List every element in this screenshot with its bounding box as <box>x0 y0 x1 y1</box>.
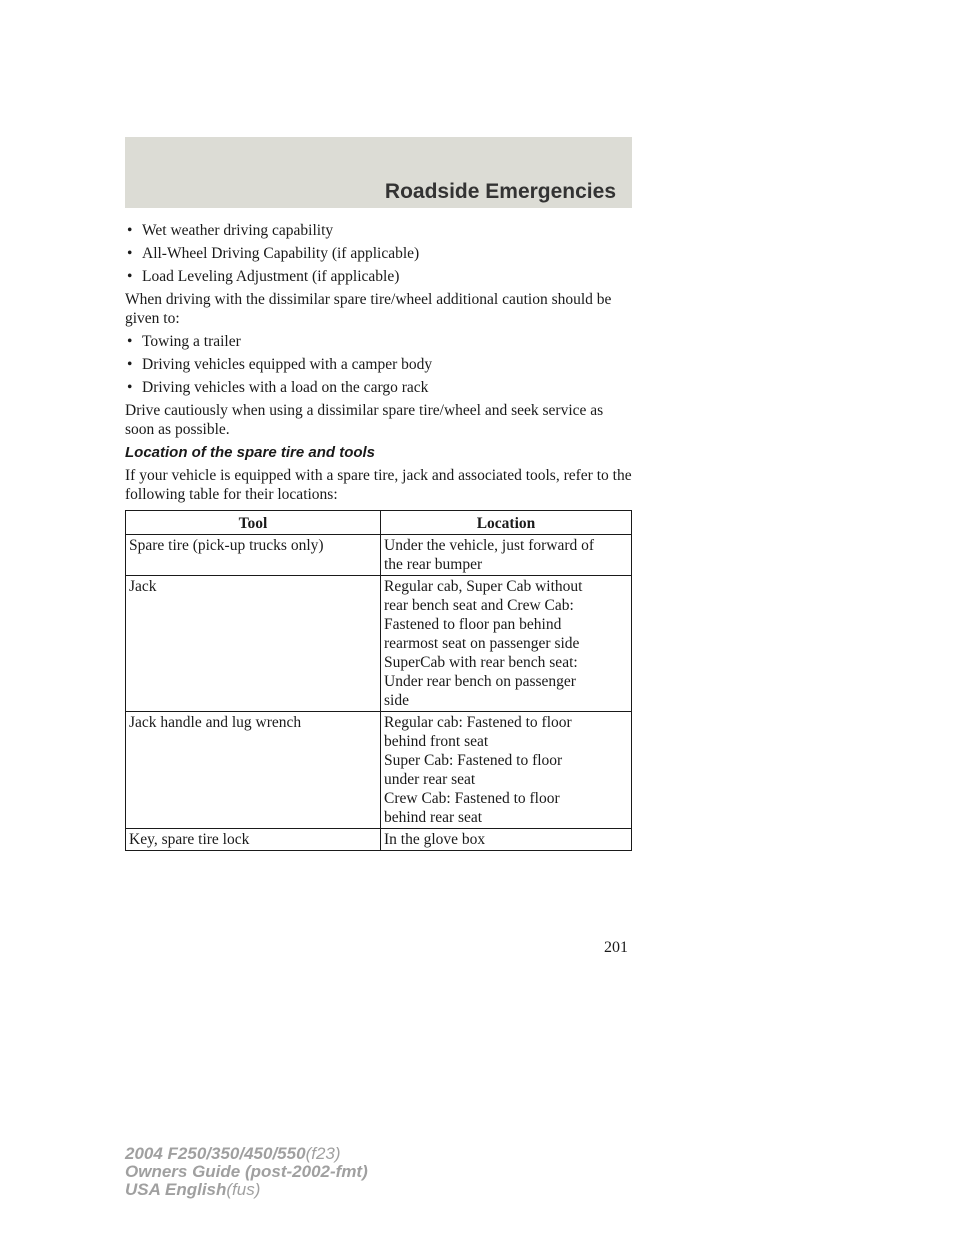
bullet-item <box>125 378 632 397</box>
location-cell <box>381 576 632 712</box>
footer-guide: Owners Guide (post-2002-fmt) <box>125 1162 368 1181</box>
bullet-icon: • <box>127 379 133 396</box>
subheading: Location of the spare tire and tools <box>125 444 376 461</box>
drive-cautiously-paragraph: Drive cautiously when using a dissimilar spare tire/wheel and seek service as soon as possible. <box>125 402 604 438</box>
table-row <box>126 712 632 829</box>
bullet-text: All-Wheel Driving Capability (if applicable) <box>142 245 420 262</box>
tool-cell: Spare tire (pick-up trucks only) <box>126 535 381 576</box>
footer-line-language <box>125 1181 368 1199</box>
bullet-item <box>125 332 632 351</box>
location-line: Under rear bench on passenger <box>384 673 576 690</box>
bullet-text: Load Leveling Adjustment (if applicable) <box>142 268 400 285</box>
table-row <box>126 535 632 576</box>
location-line: the rear bumper <box>384 556 483 573</box>
footer-language: USA English <box>125 1180 227 1199</box>
tool-cell: Jack handle and lug wrench <box>126 712 381 829</box>
footer-model-code: (f23) <box>305 1144 341 1163</box>
column-header-location: Location <box>381 511 632 535</box>
footer-model: 2004 F250/350/450/550 <box>125 1144 306 1163</box>
intro-paragraph: If your vehicle is equipped with a spare tire, jack and associated tools, refer to the following table for their locations: <box>125 467 632 503</box>
tool-cell: Key, spare tire lock <box>126 829 381 851</box>
bullet-icon: • <box>127 356 133 373</box>
location-line: Regular cab: Fastened to floor <box>384 714 572 731</box>
location-line: rear bench seat and Crew Cab: <box>384 597 574 614</box>
location-cell <box>381 829 632 851</box>
tool-cell: Jack <box>126 576 381 712</box>
footer-line-model <box>125 1145 368 1163</box>
location-cell <box>381 712 632 829</box>
location-line: Super Cab: Fastened to floor <box>384 752 563 769</box>
bullet-icon: • <box>127 222 133 239</box>
location-line: behind rear seat <box>384 809 483 826</box>
bullet-icon: • <box>127 245 133 262</box>
bullet-icon: • <box>127 268 133 285</box>
location-cell <box>381 535 632 576</box>
page-content <box>125 221 632 851</box>
bullet-text: Towing a trailer <box>142 333 241 350</box>
bullet-item <box>125 244 632 263</box>
location-line: Regular cab, Super Cab without <box>384 578 583 595</box>
location-line: Under the vehicle, just forward of <box>384 537 595 554</box>
column-header-tool: Tool <box>126 511 381 535</box>
location-line: behind front seat <box>384 733 489 750</box>
caution-paragraph: When driving with the dissimilar spare tire/wheel additional caution should be given to: <box>125 291 612 327</box>
page-number: 201 <box>604 939 628 956</box>
bullet-item <box>125 221 632 240</box>
bullet-icon: • <box>127 333 133 350</box>
location-line: side <box>384 692 409 709</box>
tool-location-table <box>125 510 632 851</box>
bullet-text: Driving vehicles equipped with a camper body <box>142 356 433 373</box>
table-row <box>126 829 632 851</box>
footer-language-code: (fus) <box>226 1180 261 1199</box>
bullet-item <box>125 355 632 374</box>
table-header-row <box>126 511 632 535</box>
table-row <box>126 576 632 712</box>
bullet-text: Wet weather driving capability <box>142 222 334 239</box>
location-line: under rear seat <box>384 771 476 788</box>
location-line: SuperCab with rear bench seat: <box>384 654 578 671</box>
section-title: Roadside Emergencies <box>384 180 616 203</box>
location-line: In the glove box <box>384 831 486 848</box>
location-line: Fastened to floor pan behind <box>384 616 562 633</box>
footer-line-guide <box>125 1163 368 1181</box>
location-line: Crew Cab: Fastened to floor <box>384 790 560 807</box>
bullet-text: Driving vehicles with a load on the cargo rack <box>142 379 429 396</box>
bullet-item <box>125 267 632 286</box>
section-header-band <box>125 137 632 208</box>
location-line: rearmost seat on passenger side <box>384 635 580 652</box>
document-footer <box>125 1145 368 1199</box>
